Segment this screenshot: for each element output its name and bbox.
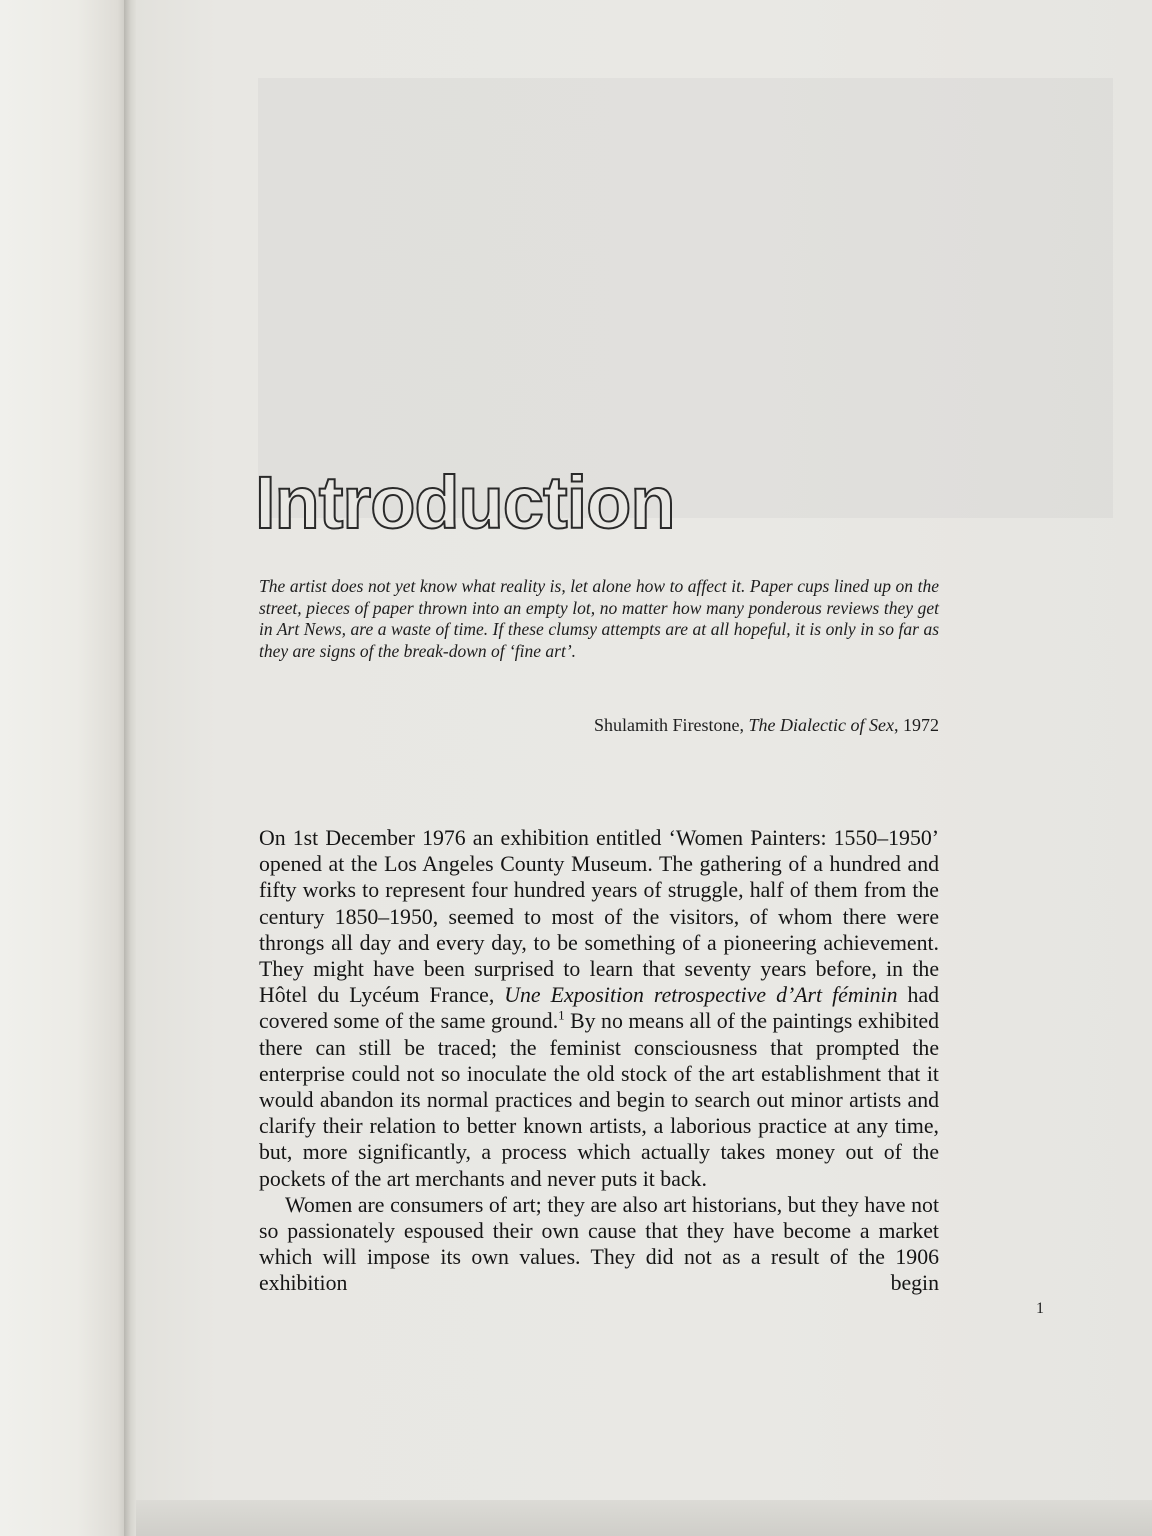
show-through-shadow [258, 78, 1113, 518]
epigraph-attribution [259, 715, 939, 736]
paragraph-1 [259, 825, 939, 1192]
exhibition-title: Une Exposition retrospective d’Art féminin [504, 983, 898, 1008]
page-number: 1 [1036, 1300, 1044, 1317]
paragraph-2: Women are consumers of art; they are also art historians, but they have not so passionately espoused their own cause that they have become a market which will impose its own values. They did not as a result of the 1906 exhibition begin [259, 1192, 939, 1296]
page-title: Introduction [255, 461, 675, 544]
epigraph-work-title: The Dialectic of Sex [748, 715, 894, 735]
facing-page [0, 0, 128, 1536]
page-bottom-edge [136, 1500, 1152, 1536]
paragraph-1-part-2: had covered some of the same ground. [259, 983, 940, 1034]
epigraph-author: Shulamith Firestone, [594, 715, 745, 735]
epigraph-quote: The artist does not yet know what reality is, let alone how to affect it. Paper cups lined up on the street, pieces of paper thrown into an empty lot, no matter how many ponderous reviews they get in Art News, are a waste of time. If these clumsy attempts are at all hopeful, it is only in so far as they are signs of the break-down of ‘fine art’. [259, 576, 939, 661]
body-text [259, 825, 939, 1297]
paragraph-1-part-3: By no means all of the paintings exhibited there can still be traced; the feminist consciousness that prompted the enterprise could not so inoculate the old stock of the art establishment that it would abandon its normal practices and begin to search out minor artists and clarify their relation to better known artists, a laborious practice at any time, but, more significantly, a process which actually takes money out of the pockets of the art merchants and never puts it back. [259, 1009, 939, 1191]
footnote-marker: 1 [558, 1008, 565, 1024]
epigraph-year: , 1972 [894, 715, 939, 735]
paragraph-1-part-1: On 1st December 1976 an exhibition entitled ‘Women Painters: 1550–1950’ opened at the Los Angeles County Museum. The gathering of a hundred and fifty works to represent four hundred years of struggle, half of them from the century 1850–1950, seemed to most of the visitors, of whom there were throngs all day and every day, to be something of a pioneering achievement. They might have been surprised to learn that seventy years before, in the Hôtel du Lycéum France, [259, 826, 939, 1008]
